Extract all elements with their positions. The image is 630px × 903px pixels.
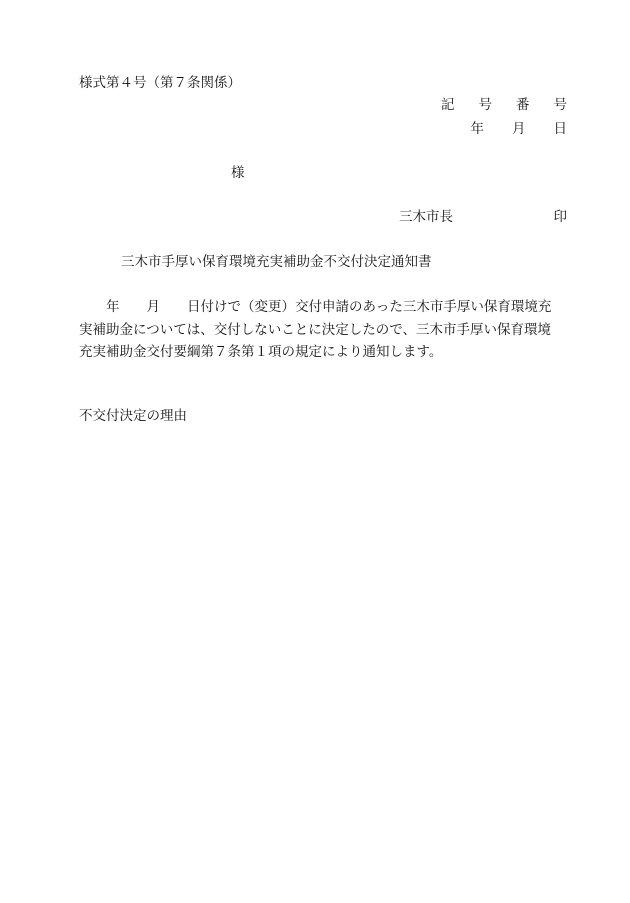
form-label: 様式第４号（第７条関係） bbox=[79, 75, 241, 91]
body-line-3: 充実補助金交付要綱第７条第１項の規定により通知します。 bbox=[79, 344, 443, 360]
body-paragraph bbox=[79, 296, 569, 364]
date-year: 年 bbox=[470, 121, 484, 137]
date-line bbox=[471, 121, 568, 137]
seal-mark: 印 bbox=[553, 209, 567, 225]
body-line-1: 年 月 日付けで（変更）交付申請のあった三木市手厚い保育環境充 bbox=[79, 299, 552, 315]
addressee: 様 bbox=[231, 165, 245, 181]
document-title: 三木市手厚い保育環境充実補助金不交付決定通知書 bbox=[121, 254, 432, 270]
date-month: 月 bbox=[512, 121, 526, 137]
date-day: 日 bbox=[553, 121, 567, 137]
reference-ki: 記 bbox=[441, 97, 455, 113]
reference-go2: 号 bbox=[553, 97, 567, 113]
reference-number bbox=[441, 97, 567, 113]
body-line-2: 実補助金については、交付しないことに決定したので、三木市手厚い保育環境 bbox=[79, 321, 551, 338]
reason-label: 不交付決定の理由 bbox=[79, 408, 187, 424]
issuer-name: 三木市長 bbox=[399, 209, 453, 225]
reference-go1: 号 bbox=[478, 97, 492, 113]
reference-ban: 番 bbox=[516, 97, 530, 113]
